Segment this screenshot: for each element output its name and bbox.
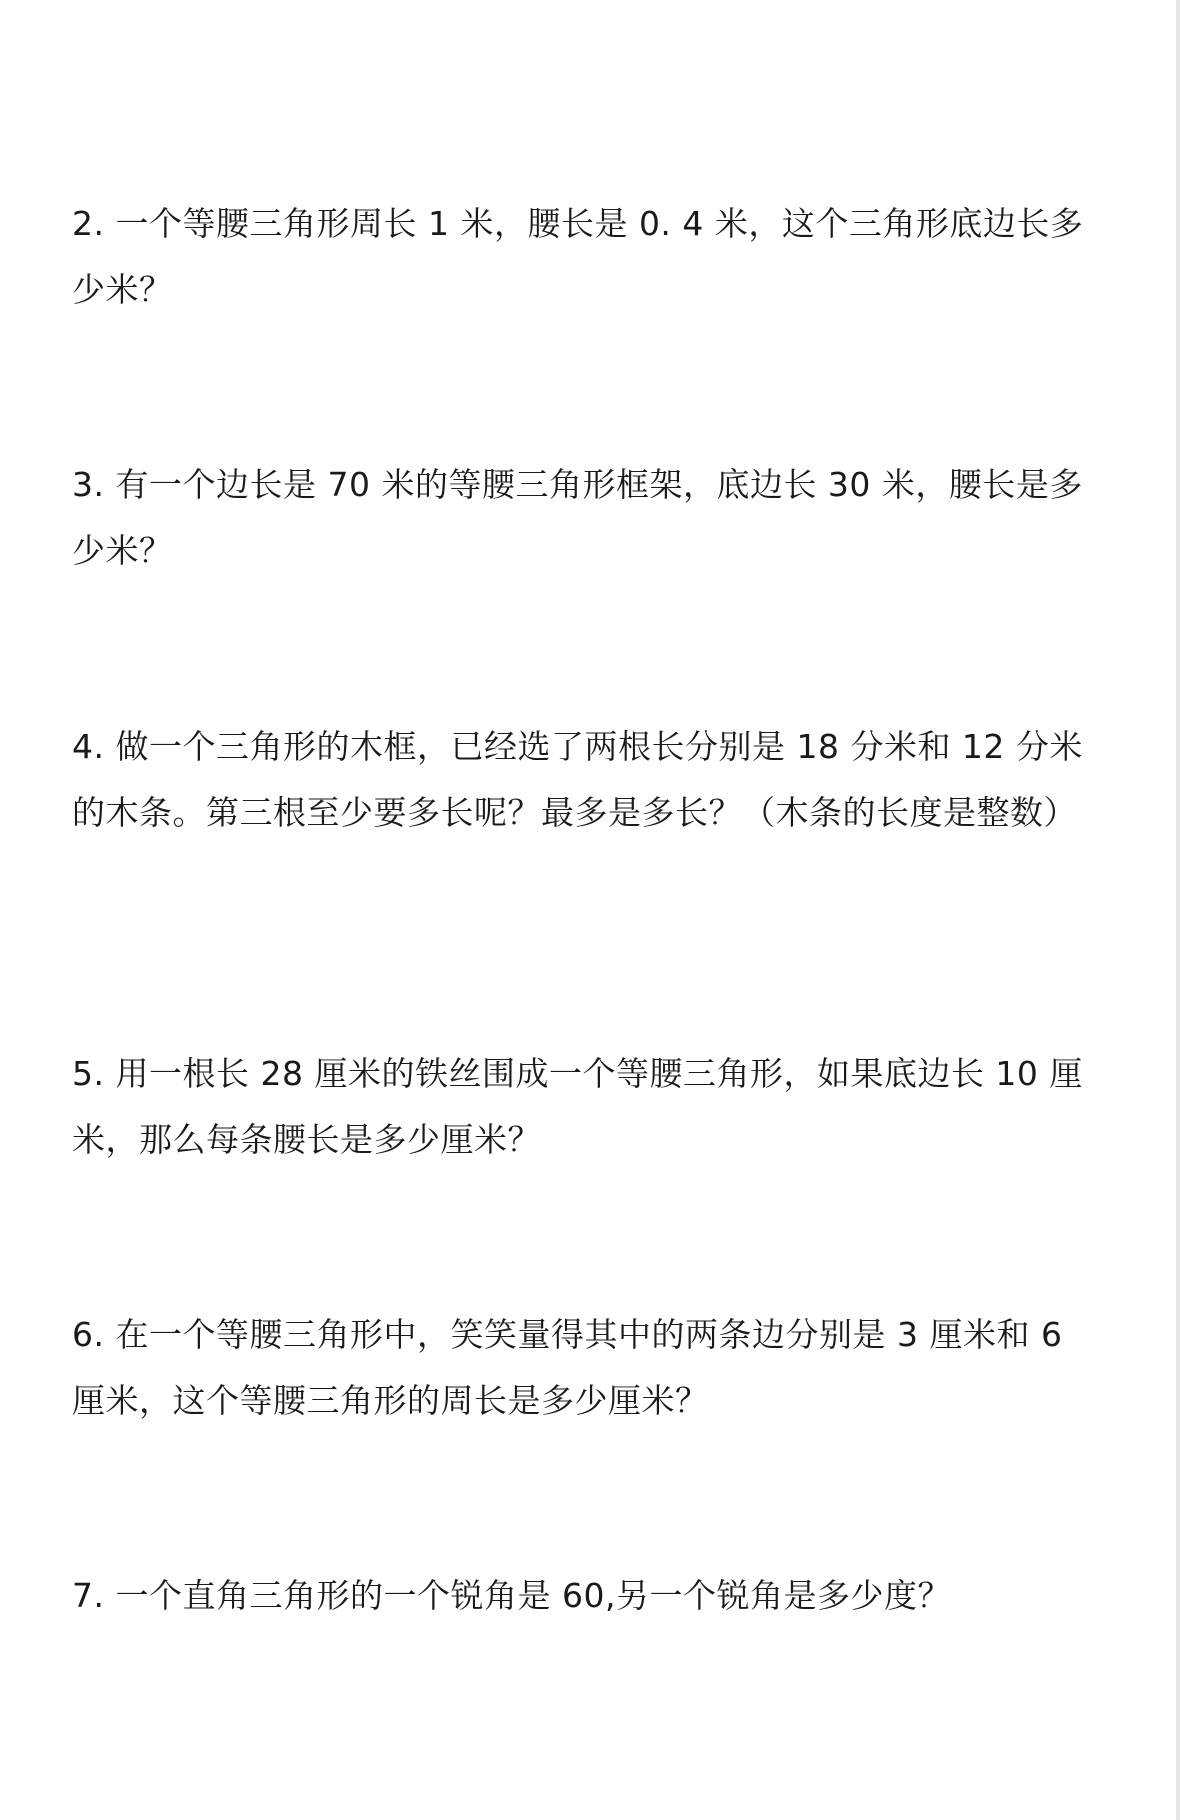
page-edge-divider [1176, 0, 1180, 1820]
question-6 [72, 1302, 1112, 1434]
question-6-line-1: 6. 在一个等腰三角形中，笑笑量得其中的两条边分别是 3 厘米和 6 [72, 1315, 1063, 1354]
question-6-line-2: 厘米，这个等腰三角形的周长是多少厘米？ [72, 1381, 709, 1420]
question-2-line-1: 2. 一个等腰三角形周长 1 米，腰长是 0. 4 米，这个三角形底边长多 [72, 204, 1084, 243]
question-3-line-2: 少米？ [72, 531, 173, 570]
question-5-line-1: 5. 用一根长 28 厘米的铁丝围成一个等腰三角形，如果底边长 10 厘 [72, 1054, 1083, 1093]
question-5 [72, 1041, 1112, 1173]
question-3-line-1: 3. 有一个边长是 70 米的等腰三角形框架，底边长 30 米，腰长是多 [72, 465, 1083, 504]
question-2-line-2: 少米？ [72, 270, 173, 309]
question-3 [72, 452, 1112, 584]
question-5-line-2: 米，那么每条腰长是多少厘米？ [72, 1120, 541, 1159]
question-4-line-1: 4. 做一个三角形的木框，已经选了两根长分别是 18 分米和 12 分米 [72, 727, 1083, 766]
question-4 [72, 714, 1112, 846]
question-2 [72, 191, 1112, 323]
question-7 [72, 1563, 1112, 1629]
question-7-line-1: 7. 一个直角三角形的一个锐角是 60,另一个锐角是多少度？ [72, 1576, 951, 1615]
question-4-line-2: 的木条。第三根至少要多长呢？最多是多长？（木条的长度是整数） [72, 793, 1077, 832]
